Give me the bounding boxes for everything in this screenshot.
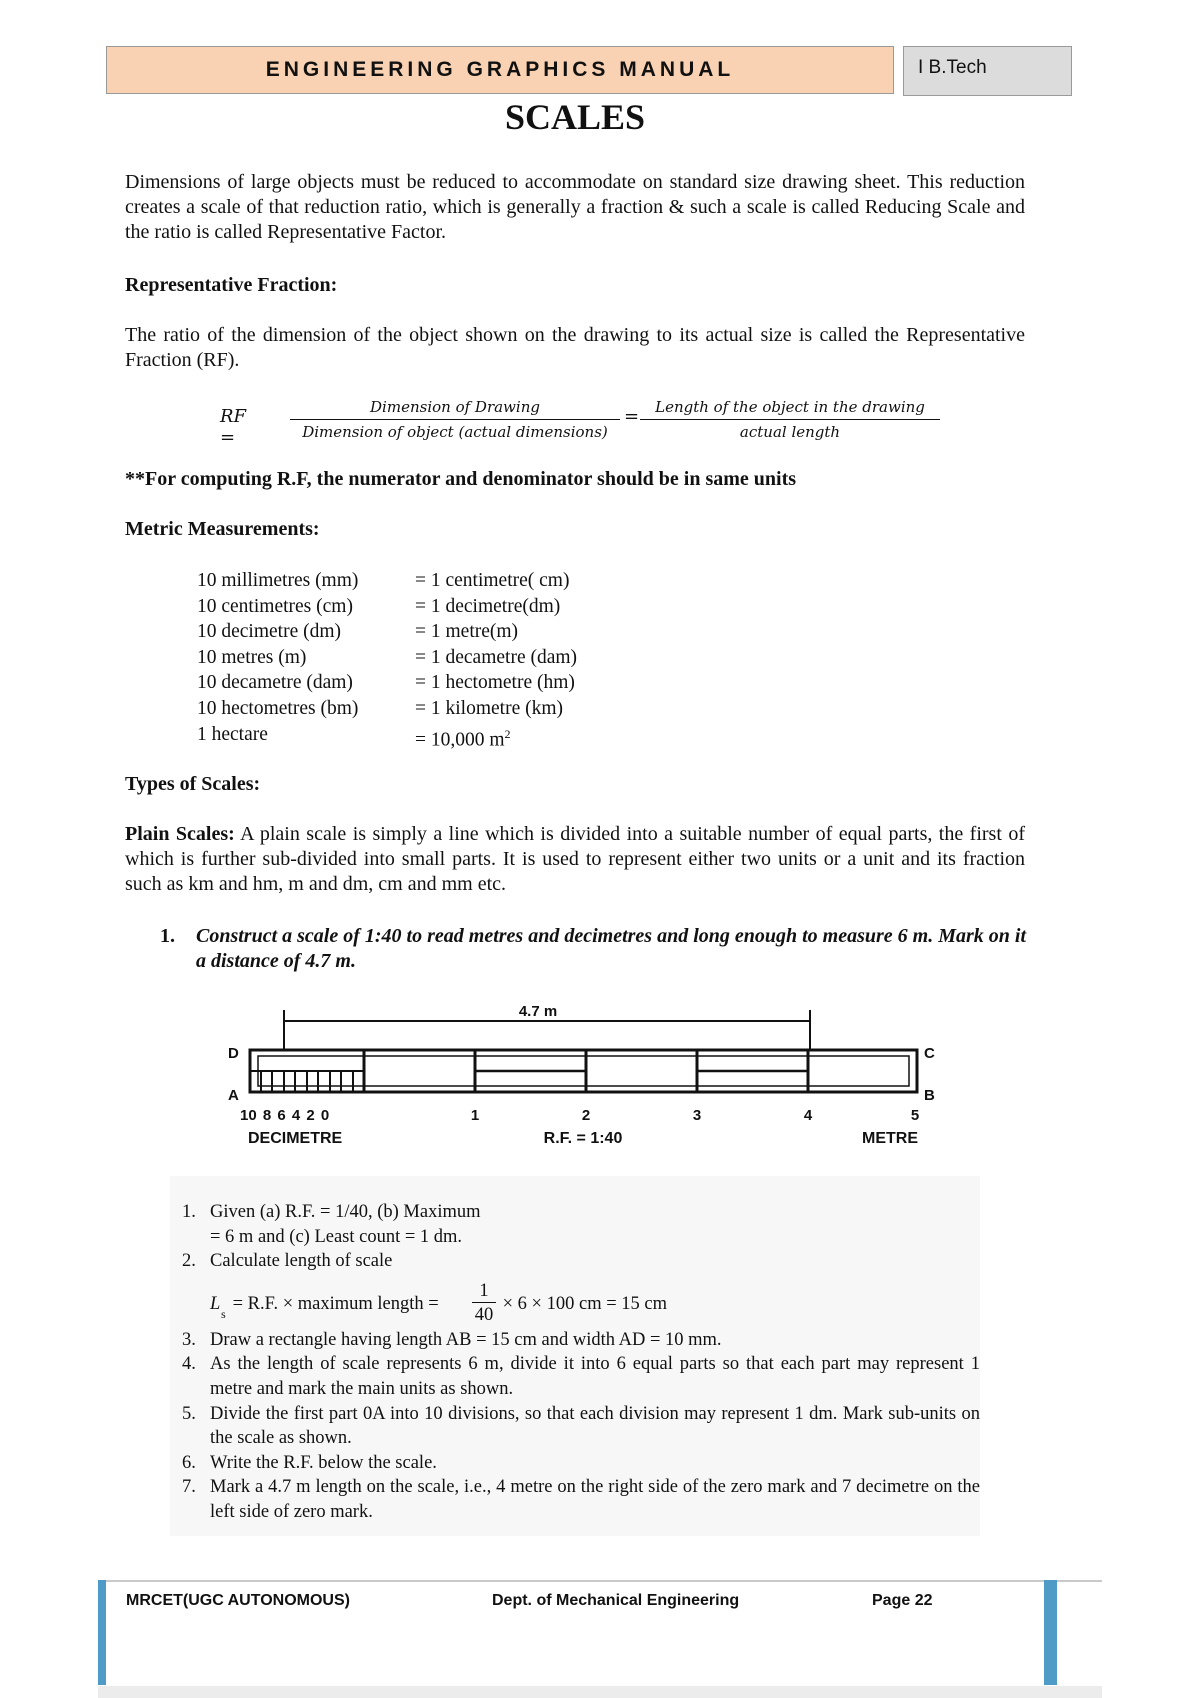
metric-left: 10 metres (m): [197, 646, 307, 668]
eq-rhs: × 6 × 100 cm = 15 cm: [498, 1293, 668, 1314]
plain-scales-label: Plain Scales:: [125, 823, 235, 845]
metric-superscript: 2: [504, 726, 511, 741]
main-tick-label: 1: [470, 1107, 480, 1124]
task-number: 1.: [160, 925, 175, 947]
corner-A: A: [228, 1087, 239, 1104]
main-tick-label: 5: [910, 1107, 920, 1124]
steps-list: [180, 1200, 980, 1525]
metric-left: 10 decametre (dam): [197, 672, 353, 694]
step-text: Given (a) R.F. = 1/40, (b) Maximum: [210, 1202, 481, 1222]
step-item: 1. Given (a) R.F. = 1/40, (b) Maximum = 6 m and (c) Least count = 1 dm.: [182, 1202, 481, 1247]
eq-middle: = R.F. × maximum length =: [228, 1293, 444, 1314]
step-item: 7. Mark a 4.7 m length on the scale, i.e., 4 metre on the right side of the zero mark and 7 decimetre on the left side of zero mark.: [182, 1477, 980, 1522]
manual-title: ENGINEERING GRAPHICS MANUAL: [265, 58, 735, 81]
metric-right: = 1 hectometre (hm): [415, 672, 575, 694]
step-text: Draw a rectangle having length AB = 15 cm and width AD = 10 mm.: [210, 1329, 722, 1350]
footer-page-number: Page 22: [872, 1592, 933, 1609]
main-tick-label: 2: [581, 1107, 591, 1124]
step-item: 4. As the length of scale represents 6 m, divide it into 6 equal parts so that each part may represent 1 metre and mark the main units as shown.: [182, 1354, 980, 1399]
unit-left-label: DECIMETRE: [248, 1130, 343, 1147]
footer-right-bar: [1044, 1580, 1057, 1685]
eq-lhs: L: [210, 1293, 221, 1314]
eq-subscript: s: [221, 1306, 226, 1321]
dimension-label: 4.7 m: [518, 1003, 558, 1020]
main-tick-label: 4: [803, 1107, 813, 1124]
step-item: 3. Draw a rectangle having length AB = 15 cm and width AD = 10 mm.: [182, 1329, 722, 1350]
units-note: **For computing R.F, the numerator and denominator should be in same units: [125, 468, 797, 490]
rf-paragraph: The ratio of the dimension of the object shown on the drawing to its actual size is called the Representative Fraction (RF).: [125, 324, 1025, 371]
corner-C: C: [924, 1045, 935, 1062]
metric-right: = 1 decametre (dam): [415, 646, 578, 668]
footer-divider: [98, 1580, 1102, 1582]
metric-heading: Metric Measurements:: [125, 518, 320, 540]
task-text: Construct a scale of 1:40 to read metres and decimetres and long enough to measure 6 m. Mark on it a distance of 4.7 m.: [196, 925, 1027, 972]
metric-left: 1 hectare: [197, 723, 268, 745]
bottom-shade: [98, 1686, 1102, 1698]
plain-scales-text: A plain scale is simply a line which is divided into a suitable number of equal parts, the first of which is further sub-divided into small parts. It is used to represent either two units or a unit and its fraction such as km and hm, m and dm, cm and mm etc.: [125, 823, 1025, 895]
year-label: I B.Tech: [903, 46, 1072, 96]
step-text: Mark a 4.7 m length on the scale, i.e., 4 metre on the right side of the zero mark and 7 decimetre on the left side of zero mark.: [210, 1477, 980, 1522]
metric-left: 10 centimetres (cm): [197, 595, 353, 617]
footer-left-bar: [98, 1580, 106, 1685]
eq-denominator: 40: [474, 1304, 494, 1325]
eq-numerator: 1: [472, 1280, 496, 1303]
intro-paragraph: Dimensions of large objects must be reduced to accommodate on standard size drawing sheet. This reduction creates a scale of that reduction ratio, which is generally a fraction & such a scale is called Reducing Scale and the ratio is called Representative Factor.: [125, 171, 1025, 243]
step-item: 2. Calculate length of scale: [182, 1251, 393, 1272]
formula-f1-numerator: Dimension of Drawing: [290, 398, 620, 420]
subunit-tick-labels: 10 8 6 4 2 0: [240, 1107, 330, 1124]
unit-right-label: METRE: [862, 1130, 918, 1147]
metric-left: 10 hectometres (bm): [197, 697, 359, 719]
step-item: 5. Divide the first part 0A into 10 divisions, so that each division may represent 1 dm. Mark sub-units on the scale as shown.: [182, 1403, 980, 1449]
footer-department: Dept. of Mechanical Engineering: [492, 1592, 740, 1609]
formula-lhs: RF =: [220, 406, 247, 448]
rf-label: R.F. = 1:40: [543, 1130, 623, 1147]
formula-f2-denominator: actual length: [739, 423, 841, 441]
step-text: Divide the first part 0A into 10 divisions, so that each division may represent 1 dm. Mark sub-units on the scale as shown.: [210, 1403, 980, 1449]
footer-institution: MRCET(UGC AUTONOMOUS): [126, 1592, 350, 1609]
types-heading: Types of Scales:: [125, 773, 261, 795]
corner-B: B: [924, 1087, 935, 1104]
metric-right: = 10,000 m: [415, 729, 505, 751]
page-title: SCALES: [504, 97, 646, 137]
step-text: = 6 m and (c) Least count = 1 dm.: [210, 1226, 463, 1247]
metric-left: 10 decimetre (dm): [197, 621, 342, 643]
metric-left: 10 millimetres (mm): [197, 570, 359, 591]
metric-right: = 1 decimetre(dm): [415, 595, 561, 617]
step-item: 6. Write the R.F. below the scale.: [182, 1452, 437, 1473]
rf-heading: Representative Fraction:: [125, 274, 338, 296]
formula-f1-denominator: Dimension of object (actual dimensions): [302, 423, 608, 441]
corner-D: D: [228, 1045, 239, 1062]
metric-right: = 1 metre(m): [415, 621, 519, 643]
length-equation: [180, 1280, 980, 1328]
step-text: As the length of scale represents 6 m, divide it into 6 equal parts so that each part may represent 1 metre and mark the main units as shown.: [210, 1354, 980, 1399]
main-tick-label: 3: [692, 1107, 702, 1124]
formula-equals: =: [624, 406, 640, 427]
step-text: Write the R.F. below the scale.: [210, 1452, 437, 1473]
page-footer: [98, 1580, 1102, 1685]
metric-right: = 1 centimetre( cm): [415, 570, 570, 591]
step-text: Calculate length of scale: [210, 1251, 393, 1272]
formula-f2-numerator: Length of the object in the drawing: [640, 398, 940, 420]
metric-right: = 1 kilometre (km): [415, 697, 564, 719]
